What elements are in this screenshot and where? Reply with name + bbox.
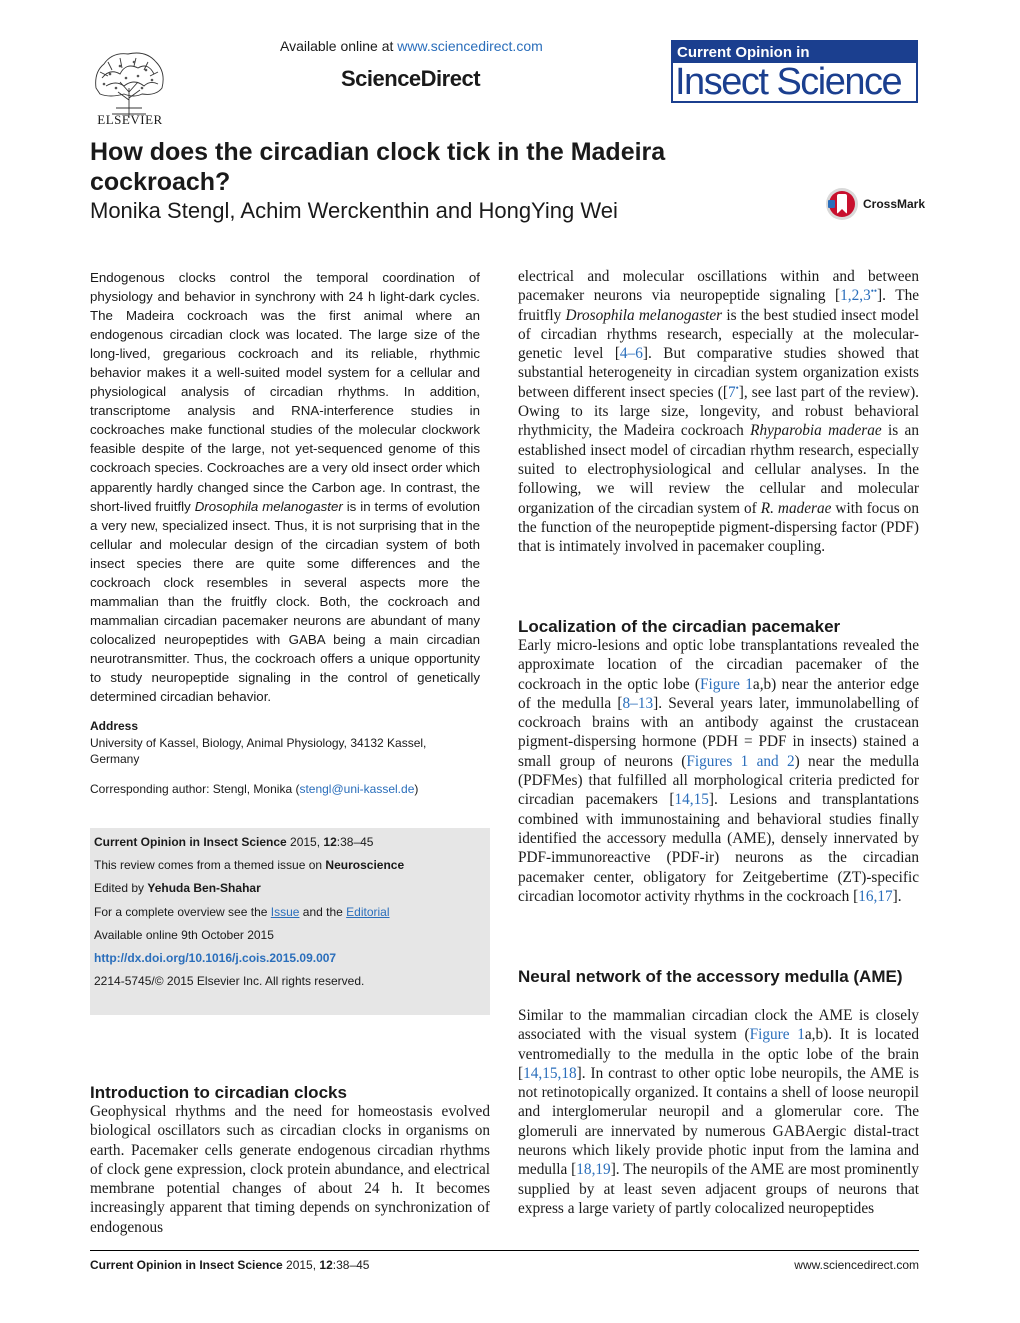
article-title: How does the circadian clock tick in the Madeira cockroach? [90,138,666,196]
author-email-link[interactable]: stengl@uni-kassel.de [299,782,415,796]
article-info-box [90,828,490,1015]
available-online-line: Available online at www.sciencedirect.com [280,38,543,54]
citation-link[interactable]: 7 [727,383,736,401]
figure-link[interactable]: Figure 1 [749,1026,805,1044]
footer-url[interactable]: www.sciencedirect.com [794,1258,919,1272]
info-available-date: Available online 9th October 2015 [94,928,274,942]
info-doi [94,951,336,965]
info-citation: Current Opinion in Insect Science 2015, 12:38–45 [94,835,374,849]
citation-link[interactable]: 14,15,18 [523,1064,577,1082]
citation-link[interactable]: 16,17 [858,887,893,905]
section-heading-localization: Localization of the circadian pacemaker [518,617,841,636]
corresponding-author: Corresponding author: Stengl, Monika (stengl@uni-kassel.de) [90,782,419,796]
footer-citation: Current Opinion in Insect Science 2015, 12:38–45 [90,1258,370,1272]
section-heading-neural-network: Neural network of the accessory medulla (AME) [518,967,903,986]
footer-divider [90,1250,919,1251]
address-heading: Address [90,719,139,733]
crossmark-label: CrossMark [863,197,926,211]
sciencedirect-wordmark: ScienceDirect [341,66,481,91]
abstract-text: Endogenous clocks control the temporal coordination of physiology and behavior in synchrony with 24 h light-dark cycles. The Madeira cockroach was the first animal where an endogenous circadian clock was located. The large size of the long-lived, gregarious cockroach and its reliable, rhythmic behavior makes it a well-suited model system for a cellular and physiological analysis of circadian rhythms. In addition, transcriptome analysis and RNA-interference studies in cockroaches make functional studies of the molecular clockwork feasible despite of the large, not yet-sequenced genome of this cockroach species. Cockroaches are a very old insect order which apparently hardly changed since the Carbon age. In contrast, the short-lived fruitfly Drosophila melanogaster is in terms of evolution a very new, specialized insect. Thus, it is not surprising that in the cellular and molecular design of the circadian system of both insect species there are quite some differences and the cockroach clock resembles in several aspects more the mammalian than the fruitfly clock. Both, the cockroach and mammalian circadian pacemaker neurons are abundant of many colocalized neuropeptides with GABA being a main circadian neurotransmitter. Thus, the cockroach offers a unique opportunity to study neuropeptide signaling in the control of genetically determined circadian behavior. [90,270,480,705]
body-paragraph-2: Early micro-lesions and optic lobe transplantations revealed the approximate location of the circadian pacemaker of the cockroach in the optic lobe (Figure 1a,b) near the anterior edge of the medulla [8–13]. Several years later, immunolabelling of cockroach brains with an antibody against the crustacean pigment-dispersing hormone (PDH = PDF in insects) stained a small group of neurons (Figures 1 and 2) near the medulla (PDFMes) that fulfilled all morphological criteria predicted for circadian pacemakers [14,15]. Lesions and transplantations combined with immunostaining and behavioral studies finally identified the accessory medulla (AME), densely innervated by PDF-immunoreactive (PDF-ir) neurons as the circadian pacemaker center, obligatory for Zeitgebertime (ZT)-specific circadian locomotor activity rhythms in the cockroach [16,17]. [518,637,919,905]
body-paragraph-1: electrical and molecular oscillations within and between pacemaker neurons via neuropeptide signaling [1,2,3••]. The fruitfly Drosophila melanogaster is the best studied insect model of circadian rhythms research, especially at the molecular-genetic level [4–6]. But comparative studies showed that substantial heterogeneity in circadian system organization exists between different insect species ([7•], see last part of the review). Owing to its large size, longevity, and robust behavioral rhythmicity, the Madeira cockroach Rhyparobia maderae is an established insect model of circadian rhythm research, especially suited to electrophysiological and cellular analyses. In the following, we will review the cellular and molecular organization of the circadian system of R. maderae with focus on the function of the neuropeptide pigment-dispersing factor (PDF) that is intimately involved in pacemaker coupling. [518,268,920,556]
sciencedirect-url-link[interactable]: www.sciencedirect.com [397,38,543,54]
address-text: University of Kassel, Biology, Animal Physiology, 34132 Kassel, Germany [90,736,427,766]
citation-link[interactable]: 18,19 [576,1161,611,1179]
info-editor: Edited by Yehuda Ben-Shahar [94,881,261,895]
journal-banner-top-line: Current Opinion in [673,42,916,63]
section-heading-introduction: Introduction to circadian clocks [90,1083,347,1102]
citation-marker: •• [870,286,878,297]
doi-link[interactable]: http://dx.doi.org/10.1016/j.cois.2015.09.007 [94,951,337,965]
issue-link[interactable]: Issue [270,905,300,919]
info-overview: For a complete overview see the Issue and the Editorial [94,905,390,919]
citation-link[interactable]: 1,2,3 [840,287,871,305]
citation-link[interactable]: 4–6 [619,345,643,363]
figure-link[interactable]: Figure 1 [700,675,753,693]
editorial-link[interactable]: Editorial [346,905,390,919]
citation-link[interactable]: 8–13 [622,694,654,712]
journal-banner [671,40,918,103]
citation-link[interactable]: 14,15 [674,791,709,809]
info-copyright: 2214-5745/© 2015 Elsevier Inc. All rights reserved. [94,974,365,988]
intro-paragraph: Geophysical rhythms and the need for homeostasis evolved biological oscillators such as circadian clocks in organisms on earth. Pacemaker cells generate endogenous circadian rhythms of clock gene expression, clock protein abundance, and electrical membrane potential changes of about 24 h. It becomes increasingly apparent that timing depends on synchronization of endogenous [90,1103,490,1236]
publisher-name: ELSEVIER [97,112,163,127]
citation-marker: • [735,382,739,393]
author-list: Monika Stengl, Achim Werckenthin and HongYing Wei [90,198,618,223]
figure-link[interactable]: Figures 1 and 2 [686,752,795,770]
info-theme: This review comes from a themed issue on Neuroscience [94,858,405,872]
journal-banner-main-line: Insect Science [675,61,902,103]
body-paragraph-3: Similar to the mammalian circadian clock the AME is closely associated with the visual system (Figure 1a,b). It is located ventromedially to the medulla in the optic lobe of the brain [14,15,18]. In contrast to other optic lobe neuropils, the AME is not retinotopically organized. It contains a shell of loose neuropil and interglomerular neuropil and a glomerular core. The glomeruli are innervated by numerous GABAergic distal-tract neurons which likely provide photic input from the lamina and medulla [18,19]. The neuropils of the AME are most prominently supplied by at least seven adjacent groups of neurons that express a large variety of partly colocalized neuropeptides [518,1007,919,1217]
